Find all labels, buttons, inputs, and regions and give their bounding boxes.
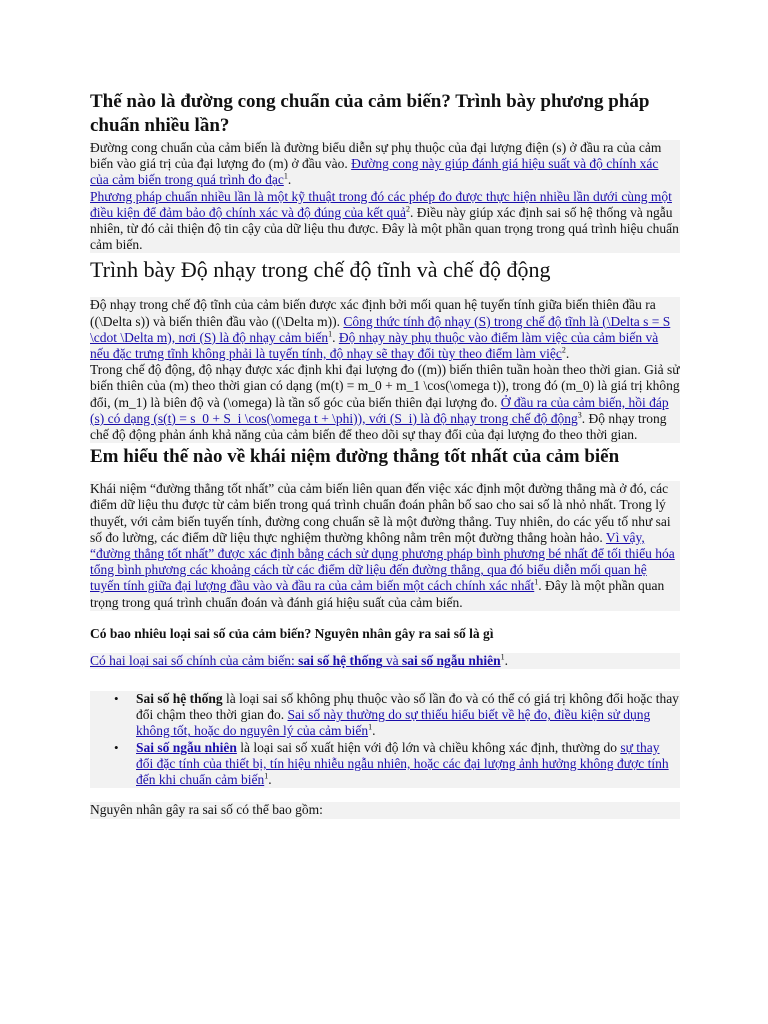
footnote-ref[interactable]: 2 — [561, 345, 566, 355]
text: và — [382, 652, 402, 668]
paragraph-best-straight-line — [90, 481, 680, 611]
citation-link[interactable]: sự thay đổi đặc tính của thiết bị, tín hiệu nhiễu ngẫu nhiên, hoặc các đại lượng ảnh hưởng không được tính đến khi chuẩn cảm biến — [136, 739, 669, 788]
text: . — [372, 723, 376, 739]
error-types-list — [90, 691, 680, 788]
citation-link[interactable]: Công thức tính độ nhạy (S) trong chế độ tĩnh là (\Delta s = S \cdot \Delta m), nơi (S) là độ nhạy cảm biến — [90, 313, 671, 345]
citation-link[interactable]: Độ nhạy này phụ thuộc vào điểm làm việc của cảm biến và nếu đặc trưng tĩnh không phải là tuyến tính, độ nhạy sẽ thay đổi tùy theo điểm làm việc — [90, 329, 659, 362]
text: Trong chế độ động, độ nhạy được xác định khi đại lượng đo ((m)) biến thiên tuần hoàn theo thời gian. Giả sử biến thiên của (m) theo thời gian có dạng (m(t) = m_0 + m_1 \cos(\omega t)), trong đó (m_0) là giá trị không đổi, (m_1) là biên độ và (\omega) là tần số góc của biến thiên đại lượng đo. — [90, 362, 680, 410]
section-heading-best-straight-line: Em hiểu thế nào về khái niệm đường thẳng tốt nhất của cảm biến — [90, 446, 620, 468]
text: Có hai loại sai số chính của cảm biến: — [90, 652, 299, 668]
citation-link[interactable]: Ở đầu ra của cảm biến, hồi đáp (s) có dạng (s(t) = s_0 + S_i \cos(\omega t + \phi)), với (S_i) là độ nhạy trong chế độ động — [90, 394, 669, 426]
paragraph-repeated-calibration — [90, 189, 680, 254]
text: . — [504, 652, 509, 668]
text: . Đây là một phần quan trọng trong quá trình chuẩn đoán và đánh giá hiệu suất của cảm biến. — [90, 578, 665, 610]
paragraph-error-types-intro — [90, 653, 680, 669]
bold-term: Sai số ngẫu nhiên — [136, 739, 237, 755]
citation-link[interactable] — [136, 740, 237, 755]
bold-term: sai số ngẫu nhiên — [401, 652, 501, 668]
footnote-ref[interactable]: 2 — [406, 204, 411, 214]
list-item — [114, 739, 680, 789]
footnote-ref[interactable]: 3 — [577, 410, 582, 420]
bullet-icon: • — [114, 739, 119, 755]
citation-link[interactable] — [90, 653, 501, 668]
text: . Điều này giúp xác định sai số hệ thống và ngẫu nhiên, từ đó cải thiện độ tin cậy của dữ liệu thu được. Đây là một phần quan trọng trong quá trình hiệu chuẩn cảm biến. — [90, 204, 679, 253]
text: . Độ nhạy trong chế độ động phản ánh khả năng của cảm biến để theo dõi sự thay đổi của đại lượng đo theo thời gian. — [90, 410, 667, 443]
spacer — [90, 788, 680, 802]
paragraph-calibration-curve — [90, 140, 680, 189]
text: . — [268, 772, 272, 788]
bullet-icon: • — [114, 691, 119, 707]
paragraph-dynamic-sensitivity — [90, 362, 680, 443]
citation-link[interactable]: Vì vậy, “đường thẳng tốt nhất” được xác định bằng cách sử dụng phương pháp bình phương bé nhất để tối thiểu hóa tổng bình phương các khoảng cách từ các điểm dữ liệu đến đường thẳng, qua đó biểu diễn mối quan hệ tuyến tính giữa đại lượng đầu vào và đầu ra của cảm biến một cách chính xác nhất — [90, 529, 675, 594]
footnote-ref[interactable]: 1 — [368, 722, 373, 732]
citation-link[interactable]: Phương pháp chuẩn nhiều lần là một kỹ thuật trong đó các phép đo được thực hiện nhiều lần dưới cùng một điều kiện để đảm bảo độ chính xác và độ đúng của kết quả — [90, 188, 672, 220]
citation-link[interactable]: Sai số này thường do sự thiếu hiểu biết về hệ đo, điều kiện sử dụng không tốt, hoặc do nguyên lý của cảm biến — [136, 707, 651, 739]
paragraph-error-causes: Nguyên nhân gây ra sai số có thể bao gồm: — [90, 802, 680, 818]
text: Độ nhạy trong chế độ tĩnh của cảm biến được xác định bởi mối quan hệ tuyến tính giữa biến thiên đầu ra ((\Delta s)) và biến thiên đầu vào ((\Delta m)). — [90, 297, 656, 329]
citation-link[interactable]: Đường cong này giúp đánh giá hiệu suất và độ chính xác của cảm biến trong quá trình đo đạc — [90, 156, 659, 188]
bold-term: Sai số hệ thống — [136, 691, 223, 707]
section-heading-sensitivity: Trình bày Độ nhạy trong chế độ tĩnh và chế độ động — [90, 257, 551, 283]
text: . — [565, 346, 570, 362]
paragraph-static-sensitivity — [90, 297, 680, 362]
footnote-ref[interactable]: 1 — [328, 329, 333, 339]
footnote-ref[interactable]: 1 — [264, 771, 269, 781]
bold-term: sai số hệ thống — [298, 652, 383, 668]
text: Khái niệm “đường thẳng tốt nhất” của cảm biến liên quan đến việc xác định một đường thẳng mà ở đó, các điểm dữ liệu thu được từ cảm biến trong quá trình chuẩn đoán phân bố sao cho sai số là nhỏ nhất. Trong lý thuyết, với cảm biến tuyến tính, đường cong chuẩn sẽ là một đường thẳng. Tuy nhiên, do các yếu tố như sai số đo lường, các điểm dữ liệu thực nghiệm thường không nằm trên một đường thẳng hoàn hảo. — [90, 481, 671, 545]
text: là loại sai số không phụ thuộc vào số lần đo và có thể có giá trị không đổi hoặc thay đổi chậm theo thời gian đo. — [136, 691, 679, 723]
footnote-ref[interactable]: 1 — [283, 171, 288, 181]
text: Đường cong chuẩn của cảm biến là đường biểu diễn sự phụ thuộc của đại lượng điện (s) ở đầu ra của cảm biến vào giá trị của đại lượng đo (m) ở đầu vào. — [90, 140, 662, 172]
section-heading-error-types: Có bao nhiêu loại sai số của cảm biến? Nguyên nhân gây ra sai số là gì — [90, 625, 494, 641]
text: là loại sai số xuất hiện với độ lớn và chiều không xác định, thường do — [236, 739, 621, 755]
text: . — [287, 172, 292, 188]
footnote-ref[interactable]: 1 — [500, 652, 505, 662]
text: . — [332, 329, 339, 345]
footnote-ref[interactable]: 1 — [534, 577, 539, 587]
document-content — [90, 90, 680, 819]
section-heading-calibration-curve: Thế nào là đường cong chuẩn của cảm biến? Trình bày phương pháp chuẩn nhiều lần? — [90, 91, 650, 136]
list-item — [114, 691, 680, 740]
